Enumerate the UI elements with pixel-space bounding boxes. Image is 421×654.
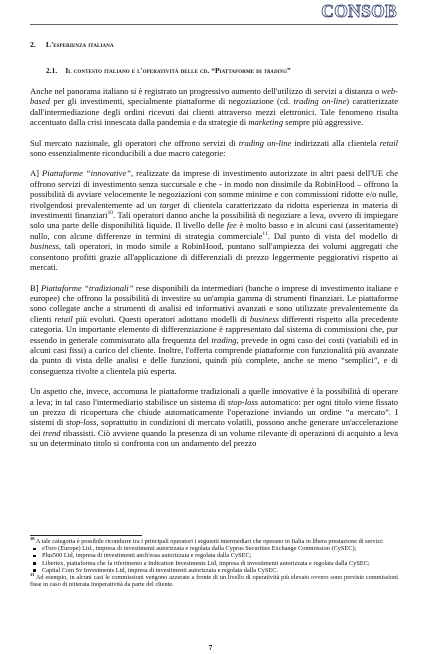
footnote-10-list: [30, 545, 398, 574]
paragraph-leverage: Un aspetto che, invece, accomuna le piattaforme tradizionali a quelle innovative è la possibilità di operare a leva; in tal caso l'intermediario stabilisce un sistema di stop-loss automatico: per ogni titolo viene fissato un prezzo di ricopertura che chiude automaticamente l'operazione inviando un ordine “a mercato”. I sistemi di stop-loss, soprattutto in condizioni di mercato volatili, possono anche generare un'accelerazione dei trend ribassisti. Ciò avviene quando la presenza di un volume rilevante di operazioni di acquisto a leva su un determinato titolo si confronta con un andamento del prezzo: [30, 386, 399, 449]
paragraph-market: Sul mercato nazionale, gli operatori che offrono servizi di trading on-line indirizzati alla clientela retail sono essenzialmente riconducibili a due macro categorie:: [30, 137, 398, 159]
footnote-ref-11[interactable]: 11: [262, 231, 268, 238]
list-item: eToro (Europe) Ltd., impresa di investimenti autorizzata e regolata dalla Cyprus Securities Exchange Commission (CySEC);: [42, 545, 398, 552]
body-text: [30, 86, 398, 459]
paragraph-category-a: A] Piattaforme “innovative”, realizzate da imprese di investimento autorizzate in altri paesi dell'UE che offrono servizi di investimento senza succursale e che - in modo non dissimile da RobinHood – offrono la possibilità di avviare velocemente le negoziazioni con somme minime e con commissioni ridotte e/o nulle, rivolgendosi prevalentemente ad un target di clientela caratterizzato da ridotta esperienza in materia di investimenti finanziari$^{10}$. Tali operatori danno anche la possibilità di negoziare a leva, ovvero di impiegare solo una parte delle disponibilità liquide. Il livello delle fee è molto basso e in alcuni casi (asseritamente) nullo, con alcune differenze in termini di strategia commerciale$^{11}$. Dal punto di vista del modello di business, tali operatori, in modo simile a RobinHood, puntano sull'ampiezza dei volumi aggregati che consentono profitti grazie all'applicazione di differenziali di prezzo leggermente peggiorativi rispetto ai mercati.: [30, 168, 399, 273]
subsection-heading: [46, 66, 291, 75]
consob-logo: CONSOB: [321, 1, 397, 21]
section-title: L'esperienza italiana: [45, 40, 114, 49]
section-number: 2.: [30, 40, 36, 49]
section-heading: [30, 40, 114, 49]
subsection-number: 2.1.: [46, 66, 58, 75]
list-item: Libertex, piattaforma che fa riferimento a Indication Investments Ltd, impresa di investimenti autorizzata e regolata dalla CySEC;: [42, 560, 398, 567]
footnote-10: $^{10}$ A tale categoria è possibile ricondurre tra i principali operatori i seguenti intermediari che operano in Italia in libera prestazione di servizi:: [30, 535, 384, 545]
subsection-title: Il contesto italiano e l'operatività delle cd. “Piattaforme di trading”: [65, 66, 291, 75]
header-divider: [30, 24, 398, 25]
footnote-divider: [30, 535, 142, 536]
list-item: Plus500 Ltd, impresa di investimenti anch'essa autorizzata e regolata dalla CySEC;: [42, 552, 398, 559]
paragraph-intro: Anche nel panorama italiano si è registrato un progressivo aumento dell'utilizzo di servizi a distanza o web-based per gli investimenti, specialmente piattaforme di negoziazione (cd. trading on-line) caratterizzate dall'intermediazione degli ordini ricevuti dai clienti attraverso mezzi elettronici. Tale fenomeno risulta accentuato dalla crisi innescata dalla pandemia e da strategie di marketing sempre più aggressive.: [30, 86, 399, 128]
paragraph-category-b: B] Piattaforme “tradizionali” rese disponibili da intermediari (banche o imprese di investimento italiane e europee) che offrono la possibilità di investire su un'ampia gamma di strumenti finanziari. Le piattaforme sono collegate anche a strumenti di analisi ed informativi avanzati e sono utilizzate prevalentemente da clienti retail più evoluti. Questi operatori adottano modelli di business differenti rispetto alla precedente categoria. Un importante elemento di differenziazione è rappresentato dal sistema di commissioni che, pur essendo in generale commisurato alla frequenza del trading, prevede in ogni caso dei costi (variabili ed in alcuni casi fissi) a carico del cliente. Inoltre, l'offerta comprende piattaforme con funzionalità più avanzate da punto di vista delle analisi e delle funzioni, quindi più complete, anche se meno “semplici”, e di conseguenza rivolte a clientela più esperta.: [30, 282, 399, 376]
list-item: Capital Com Sv Investments Ltd, impresa di investimenti autorizzata e regolata dalla CySEC.: [42, 567, 398, 574]
footnote-ref-10[interactable]: 10: [107, 210, 113, 217]
footnotes: [30, 535, 398, 589]
page-number: 7: [208, 643, 213, 652]
footnote-11: $^{11}$ Ad esempio, in alcuni casi le commissioni vengono azzerate a fronte di un livello di operatività più elevato ovvero sono previste commissioni fisse in caso di reiterata inoperatività da parte del cliente.: [30, 571, 398, 589]
